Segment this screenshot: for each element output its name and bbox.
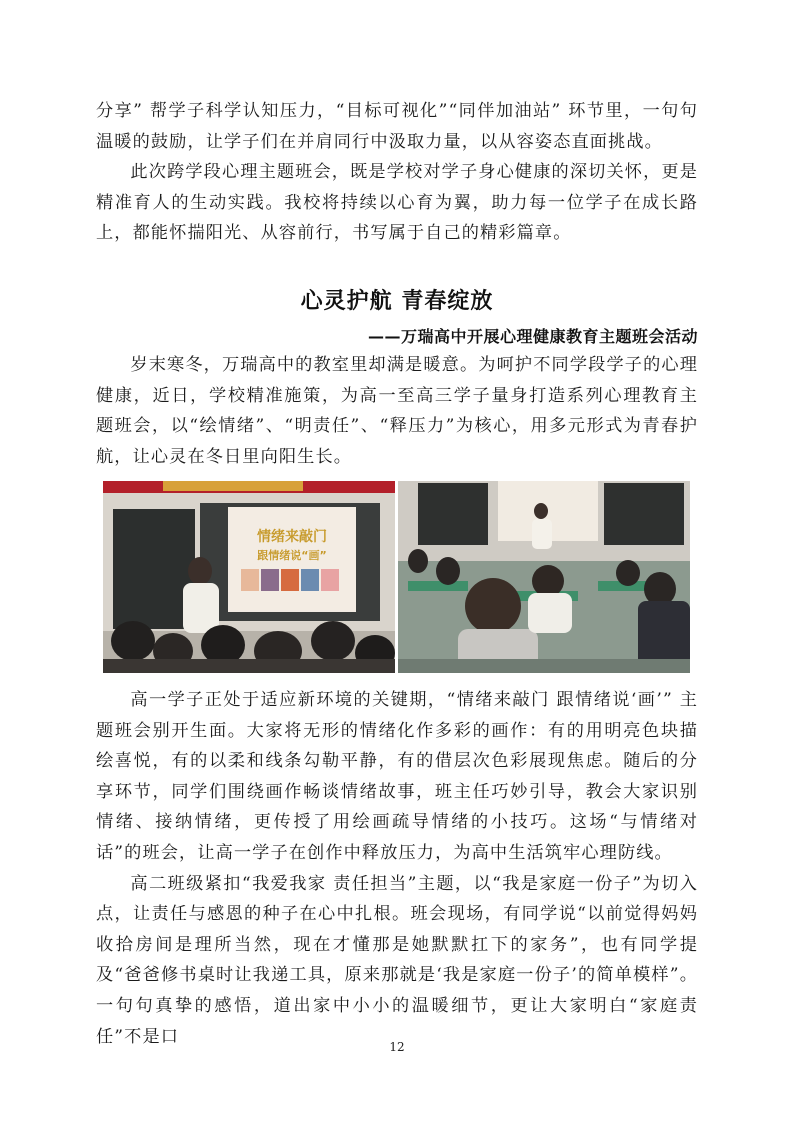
paragraph-top-2: 此次跨学段心理主题班会，既是学校对学子身心健康的深切关怀，更是精准育人的生动实践。我校将持续以心育为翼，助力每一位学子在成长路上，都能怀揣阳光、从容前行，书写属于自己的精彩篇章。 (96, 162, 698, 244)
classroom-photo-left-image (103, 481, 395, 673)
intro-text-block (96, 350, 698, 472)
classroom-photo-left (103, 481, 395, 673)
body-paragraph-2: 高二班级紧扣“我爱我家 责任担当”主题，以“我是家庭一份子”为切入点，让责任与感恩的种子在心中扎根。班会现场，有同学说“以前觉得妈妈收拾房间是理所当然，现在才懂那是她默默扛下的家务”，也有同学提及“爸爸修书桌时让我递工具，原来那就是‘我是家庭一份子’的简单模样”。一句句真挚的感悟，道出家中小小的温暖细节，更让大家明白“家庭责任”不是口 (96, 873, 698, 1047)
article-subtitle: ——万瑞高中开展心理健康教育主题班会活动 (367, 327, 698, 346)
photo-row (103, 481, 690, 673)
screen-text-line2: 跟情绪说“画” (257, 549, 327, 562)
page-number: 12 (389, 1040, 405, 1054)
article-intro: 岁末寒冬，万瑞高中的教室里却满是暖意。为呵护不同学段学子的心理健康，近日，学校精准施策，为高一至高三学子量身打造系列心理教育主题班会，以“绘情绪”、“明责任”、“释压力”为核心，用多元形式为青春护航，让心灵在冬日里向阳生长。 (96, 355, 698, 467)
screen-text-line1: 情绪来敲门 (257, 529, 327, 545)
body-text-block (96, 685, 698, 1052)
top-text-block (96, 96, 698, 249)
body-paragraph-1: 高一学子正处于适应新环境的关键期，“情绪来敲门 跟情绪说‘画’” 主题班会别开生面。大家将无形的情绪化作多彩的画作：有的用明亮色块描绘喜悦，有的以柔和线条勾勒平静，有的借层次色彩展现焦虑。随后的分享环节，同学们围绕画作畅谈情绪故事，班主任巧妙引导，教会大家识别情绪、接纳情绪，更传授了用绘画疏导情绪的小技巧。这场“与情绪对话”的班会，让高一学子在创作中释放压力，为高中生活筑牢心理防线。 (96, 690, 698, 863)
article-title: 心灵护航 青春绽放 (300, 289, 494, 314)
classroom-photo-right (398, 481, 690, 673)
paragraph-top-1: 分享” 帮学子科学认知压力，“目标可视化”“同伴加油站” 环节里，一句句温暖的鼓励，让学子们在并肩同行中汲取力量，以从容姿态直面挑战。 (96, 101, 698, 152)
classroom-photo-right-image (398, 481, 690, 673)
